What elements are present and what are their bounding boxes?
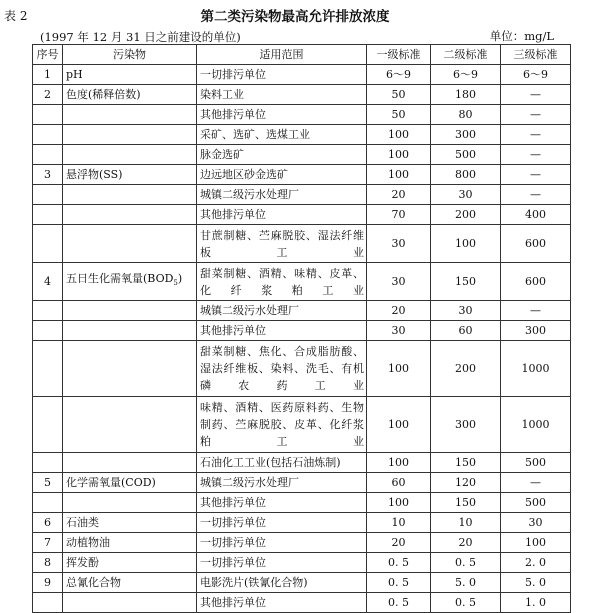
scope: 一切排污单位 [197, 513, 367, 533]
scope: 其他排污单位 [197, 205, 367, 225]
scope: 脉金选矿 [197, 145, 367, 165]
level3-value: 400 [501, 205, 571, 225]
level3-value: 1000 [501, 341, 571, 397]
level3-value: 300 [501, 321, 571, 341]
row-no: 2 [33, 85, 63, 105]
level2-value: 300 [431, 397, 501, 453]
pollutant-name [63, 185, 197, 205]
level3-value: — [501, 125, 571, 145]
row-no [33, 593, 63, 613]
level3-value: — [501, 165, 571, 185]
row-no [33, 185, 63, 205]
scope: 其他排污单位 [197, 321, 367, 341]
level2-value: 60 [431, 321, 501, 341]
level3-value: — [501, 473, 571, 493]
col-header-pollutant: 污染物 [63, 45, 197, 65]
scope: 石油化工工业(包括石油炼制) [197, 453, 367, 473]
level2-value: 300 [431, 125, 501, 145]
scope: 甘蔗制糖、苎麻脱胶、湿法纤维板工业 [197, 225, 367, 263]
level1-value: 100 [367, 145, 431, 165]
pollutant-name [63, 493, 197, 513]
level1-value: 30 [367, 321, 431, 341]
table-row [33, 225, 571, 263]
level2-value: 0. 5 [431, 553, 501, 573]
row-no [33, 225, 63, 263]
row-no [33, 125, 63, 145]
level2-value: 120 [431, 473, 501, 493]
col-header-level1: 一级标准 [367, 45, 431, 65]
level2-value: 100 [431, 225, 501, 263]
row-no [33, 145, 63, 165]
level1-value: 30 [367, 225, 431, 263]
table-row [33, 301, 571, 321]
scope: 一切排污单位 [197, 533, 367, 553]
scope: 城镇二级污水处理厂 [197, 301, 367, 321]
table-row [33, 533, 571, 553]
col-header-scope: 适用范围 [197, 45, 367, 65]
level1-value: 100 [367, 165, 431, 185]
scope: 采矿、选矿、选煤工业 [197, 125, 367, 145]
level3-value: 600 [501, 263, 571, 301]
table-row [33, 105, 571, 125]
pollutant-name-text: 五日生化需氧量(BOD [66, 272, 174, 286]
table-row [33, 473, 571, 493]
row-no [33, 453, 63, 473]
pollutant-table [32, 44, 571, 613]
table-row [33, 263, 571, 301]
row-no: 6 [33, 513, 63, 533]
level1-value: 20 [367, 301, 431, 321]
level3-value: — [501, 105, 571, 125]
level2-value: 6～9 [431, 65, 501, 85]
level3-value: — [501, 185, 571, 205]
pollutant-name-end: ) [177, 272, 183, 286]
level3-value: — [501, 145, 571, 165]
table-row [33, 125, 571, 145]
level1-value: 100 [367, 125, 431, 145]
table-row [33, 321, 571, 341]
pollutant-name: 石油类 [63, 513, 197, 533]
level3-value: — [501, 85, 571, 105]
row-no: 7 [33, 533, 63, 553]
level3-value: 2. 0 [501, 553, 571, 573]
scope: 一切排污单位 [197, 65, 367, 85]
level2-value: 20 [431, 533, 501, 553]
level1-value: 50 [367, 85, 431, 105]
level3-value: 500 [501, 453, 571, 473]
level2-value: 150 [431, 263, 501, 301]
pollutant-name [63, 263, 197, 301]
level2-value: 150 [431, 453, 501, 473]
pollutant-name [63, 125, 197, 145]
pollutant-name [63, 145, 197, 165]
table-row [33, 165, 571, 185]
pollutant-name [63, 105, 197, 125]
unit-label: 单位：mg/L [489, 29, 554, 43]
level2-value: 500 [431, 145, 501, 165]
pollutant-name: 悬浮物(SS) [63, 165, 197, 185]
level1-value: 100 [367, 493, 431, 513]
table-row [33, 397, 571, 453]
level1-value: 100 [367, 397, 431, 453]
scope: 城镇二级污水处理厂 [197, 185, 367, 205]
level3-value: 6～9 [501, 65, 571, 85]
row-no [33, 493, 63, 513]
pollutant-name: 动植物油 [63, 533, 197, 553]
table-row [33, 513, 571, 533]
scope: 其他排污单位 [197, 105, 367, 125]
table-row [33, 553, 571, 573]
level3-value: 1000 [501, 397, 571, 453]
level1-value: 6～9 [367, 65, 431, 85]
row-no [33, 205, 63, 225]
row-no [33, 321, 63, 341]
level1-value: 0. 5 [367, 573, 431, 593]
scope: 边远地区砂金选矿 [197, 165, 367, 185]
pollutant-name [63, 205, 197, 225]
scope: 味精、酒精、医药原料药、生物制药、苎麻脱胶、皮革、化纤浆粕工业 [197, 397, 367, 453]
row-no: 4 [33, 263, 63, 301]
scope: 其他排污单位 [197, 593, 367, 613]
level2-value: 200 [431, 205, 501, 225]
pollutant-name: 挥发酚 [63, 553, 197, 573]
table-row [33, 453, 571, 473]
col-header-no: 序号 [33, 45, 63, 65]
scope: 电影洗片(铁氰化合物) [197, 573, 367, 593]
level2-value: 180 [431, 85, 501, 105]
level2-value: 0. 5 [431, 593, 501, 613]
level2-value: 30 [431, 185, 501, 205]
pollutant-name: pH [63, 65, 197, 85]
scope: 城镇二级污水处理厂 [197, 473, 367, 493]
level1-value: 60 [367, 473, 431, 493]
level2-value: 200 [431, 341, 501, 397]
level1-value: 100 [367, 341, 431, 397]
level1-value: 50 [367, 105, 431, 125]
row-no [33, 397, 63, 453]
level3-value: 5. 0 [501, 573, 571, 593]
level1-value: 0. 5 [367, 553, 431, 573]
pollutant-name: 化学需氧量(COD) [63, 473, 197, 493]
row-no: 3 [33, 165, 63, 185]
scope: 甜菜制糖、焦化、合成脂肪酸、湿法纤维板、染料、洗毛、有机磷农药工业 [197, 341, 367, 397]
level2-value: 30 [431, 301, 501, 321]
pollutant-name: 色度(稀释倍数) [63, 85, 197, 105]
scope: 一切排污单位 [197, 553, 367, 573]
level2-value: 80 [431, 105, 501, 125]
level3-value: 1. 0 [501, 593, 571, 613]
table-row [33, 145, 571, 165]
pollutant-name [63, 225, 197, 263]
table-row [33, 493, 571, 513]
scope: 染料工业 [197, 85, 367, 105]
table-row [33, 185, 571, 205]
level2-value: 150 [431, 493, 501, 513]
row-no [33, 105, 63, 125]
level3-value: 100 [501, 533, 571, 553]
pollutant-name [63, 341, 197, 397]
col-header-level3: 三级标准 [501, 45, 571, 65]
pollutant-name: 总氰化合物 [63, 573, 197, 593]
table-row [33, 341, 571, 397]
level1-value: 20 [367, 185, 431, 205]
level3-value: 600 [501, 225, 571, 263]
row-no [33, 341, 63, 397]
level1-value: 30 [367, 263, 431, 301]
table-row [33, 65, 571, 85]
scope: 甜菜制糖、酒精、味精、皮革、化纤浆粕工业 [197, 263, 367, 301]
row-no: 9 [33, 573, 63, 593]
level2-value: 800 [431, 165, 501, 185]
pollutant-name [63, 397, 197, 453]
pollutant-subscript: 5 [173, 279, 178, 288]
row-no: 1 [33, 65, 63, 85]
pollutant-name [63, 301, 197, 321]
level1-value: 70 [367, 205, 431, 225]
table-row [33, 593, 571, 613]
level1-value: 20 [367, 533, 431, 553]
table-row [33, 205, 571, 225]
level2-value: 10 [431, 513, 501, 533]
header-row [33, 45, 571, 65]
level3-value: — [501, 301, 571, 321]
pollutant-name [63, 593, 197, 613]
document-title: 第二类污染物最高允许排放浓度 [200, 9, 390, 25]
row-no: 8 [33, 553, 63, 573]
pollutant-name [63, 453, 197, 473]
row-no [33, 301, 63, 321]
level1-value: 0. 5 [367, 593, 431, 613]
level1-value: 100 [367, 453, 431, 473]
table-row [33, 85, 571, 105]
subtitle: (1997 年 12 月 31 日之前建设的单位) [40, 30, 241, 44]
level3-value: 30 [501, 513, 571, 533]
scope: 其他排污单位 [197, 493, 367, 513]
col-header-level2: 二级标准 [431, 45, 501, 65]
level3-value: 500 [501, 493, 571, 513]
level2-value: 5. 0 [431, 573, 501, 593]
table-label: 表 2 [4, 9, 28, 23]
pollutant-name [63, 321, 197, 341]
level1-value: 10 [367, 513, 431, 533]
row-no: 5 [33, 473, 63, 493]
table-row [33, 573, 571, 593]
